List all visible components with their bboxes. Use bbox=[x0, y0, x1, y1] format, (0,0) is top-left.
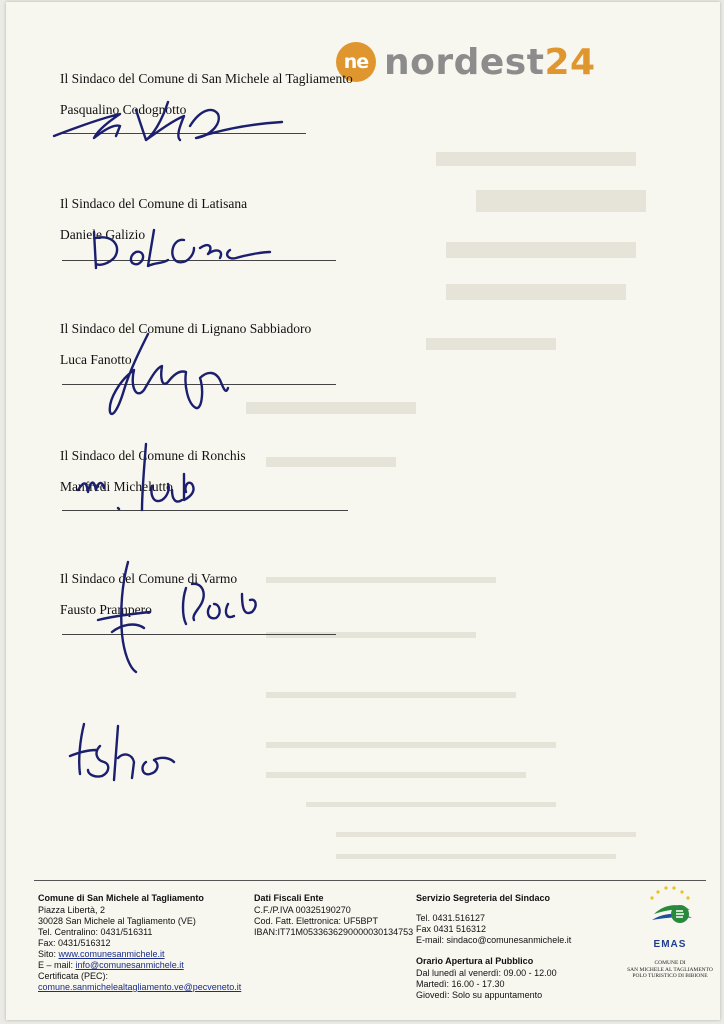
signatory-name: Pasqualino Codognotto bbox=[60, 102, 187, 117]
signatory-role: Il Sindaco del Comune di Lignano Sabbiadoro bbox=[60, 321, 312, 336]
footer-contacts bbox=[38, 893, 241, 993]
website-line bbox=[38, 949, 241, 960]
signature-stray bbox=[66, 716, 186, 788]
pec-link[interactable]: comune.sanmichelealtagliamento.ve@pecveneto.it bbox=[38, 982, 242, 992]
emas-logo bbox=[624, 884, 716, 980]
signature-michelutto bbox=[66, 438, 206, 520]
signatory-name: Luca Fanotto bbox=[60, 352, 132, 367]
opening-hours-title: Orario Apertura al Pubblico bbox=[416, 956, 534, 966]
signatory-name: Fausto Prampero bbox=[60, 602, 152, 617]
website-link[interactable]: www.comunesanmichele.it bbox=[58, 949, 165, 959]
signatory-role: Il Sindaco del Comune di Ronchis bbox=[60, 448, 246, 463]
iban: IBAN:IT71M0533636290000030134753 bbox=[254, 927, 414, 937]
e-invoice-code: Cod. Fatt. Elettronica: UF5BPT bbox=[254, 916, 379, 926]
email-line bbox=[38, 960, 241, 971]
logo-number: 24 bbox=[544, 41, 596, 83]
signature-galizio bbox=[84, 224, 274, 274]
office-fax: Fax 0431 516312 bbox=[416, 924, 487, 934]
emas-caption-line: SAN MICHELE AL TAGLIAMENTO bbox=[627, 966, 713, 973]
emas-caption bbox=[624, 960, 716, 980]
emas-caption-line: COMUNE DI bbox=[654, 960, 686, 966]
logo-wordmark bbox=[384, 42, 596, 83]
office-email: E-mail: sindaco@comunesanmichele.it bbox=[416, 935, 572, 945]
footer-mayor-office bbox=[416, 893, 571, 1001]
emas-label: EMAS bbox=[653, 939, 687, 950]
logo-name: nordest bbox=[384, 41, 545, 83]
office-phone: Tel. 0431.516127 bbox=[416, 913, 486, 923]
signature-prampero bbox=[92, 554, 272, 678]
footer-fiscal-title: Dati Fiscali Ente bbox=[254, 893, 324, 903]
website-label: Sito: bbox=[38, 949, 59, 959]
phone-switchboard: Tel. Centralino: 0431/516311 bbox=[38, 927, 153, 937]
footer-contacts-title: Comune di San Michele al Tagliamento bbox=[38, 893, 204, 903]
emas-emblem-icon bbox=[640, 884, 700, 934]
hours-tuesday: Martedì: 16.00 - 17.30 bbox=[416, 979, 505, 989]
signatory-role: Il Sindaco del Comune di San Michele al Tagliamento bbox=[60, 71, 353, 86]
address-street: Piazza Libertà, 2 bbox=[38, 905, 106, 915]
address-city: 30028 San Michele al Tagliamento (VE) bbox=[38, 916, 196, 926]
fax-number: Fax: 0431/516312 bbox=[38, 938, 111, 948]
pec-label: Certificata (PEC): bbox=[38, 971, 109, 981]
signature-fanotto bbox=[100, 330, 240, 422]
nordest24-logo bbox=[336, 38, 596, 86]
signature-codognotto bbox=[50, 96, 290, 152]
email-link[interactable]: info@comunesanmichele.it bbox=[75, 960, 184, 970]
hours-weekdays: Dal lunedì al venerdì: 09.00 - 12.00 bbox=[416, 968, 557, 978]
signatory-role: Il Sindaco del Comune di Latisana bbox=[60, 196, 248, 211]
footer-fiscal bbox=[254, 893, 413, 938]
footer-divider bbox=[34, 880, 706, 881]
email-label: E – mail: bbox=[38, 960, 76, 970]
footer-office-title: Servizio Segreteria del Sindaco bbox=[416, 893, 551, 903]
tax-code: C.F./P.IVA 00325190270 bbox=[254, 905, 351, 915]
emas-caption-line: POLO TURISTICO DI BIBIONE bbox=[632, 973, 708, 979]
logo-badge: ne bbox=[336, 42, 376, 82]
signatory-role: Il Sindaco del Comune di Varmo bbox=[60, 571, 238, 586]
signatory-name: Manfredi Michelutto bbox=[60, 479, 173, 494]
signatory-name: Daniele Galizio bbox=[60, 227, 146, 242]
hours-thursday: Giovedì: Solo su appuntamento bbox=[416, 990, 543, 1000]
